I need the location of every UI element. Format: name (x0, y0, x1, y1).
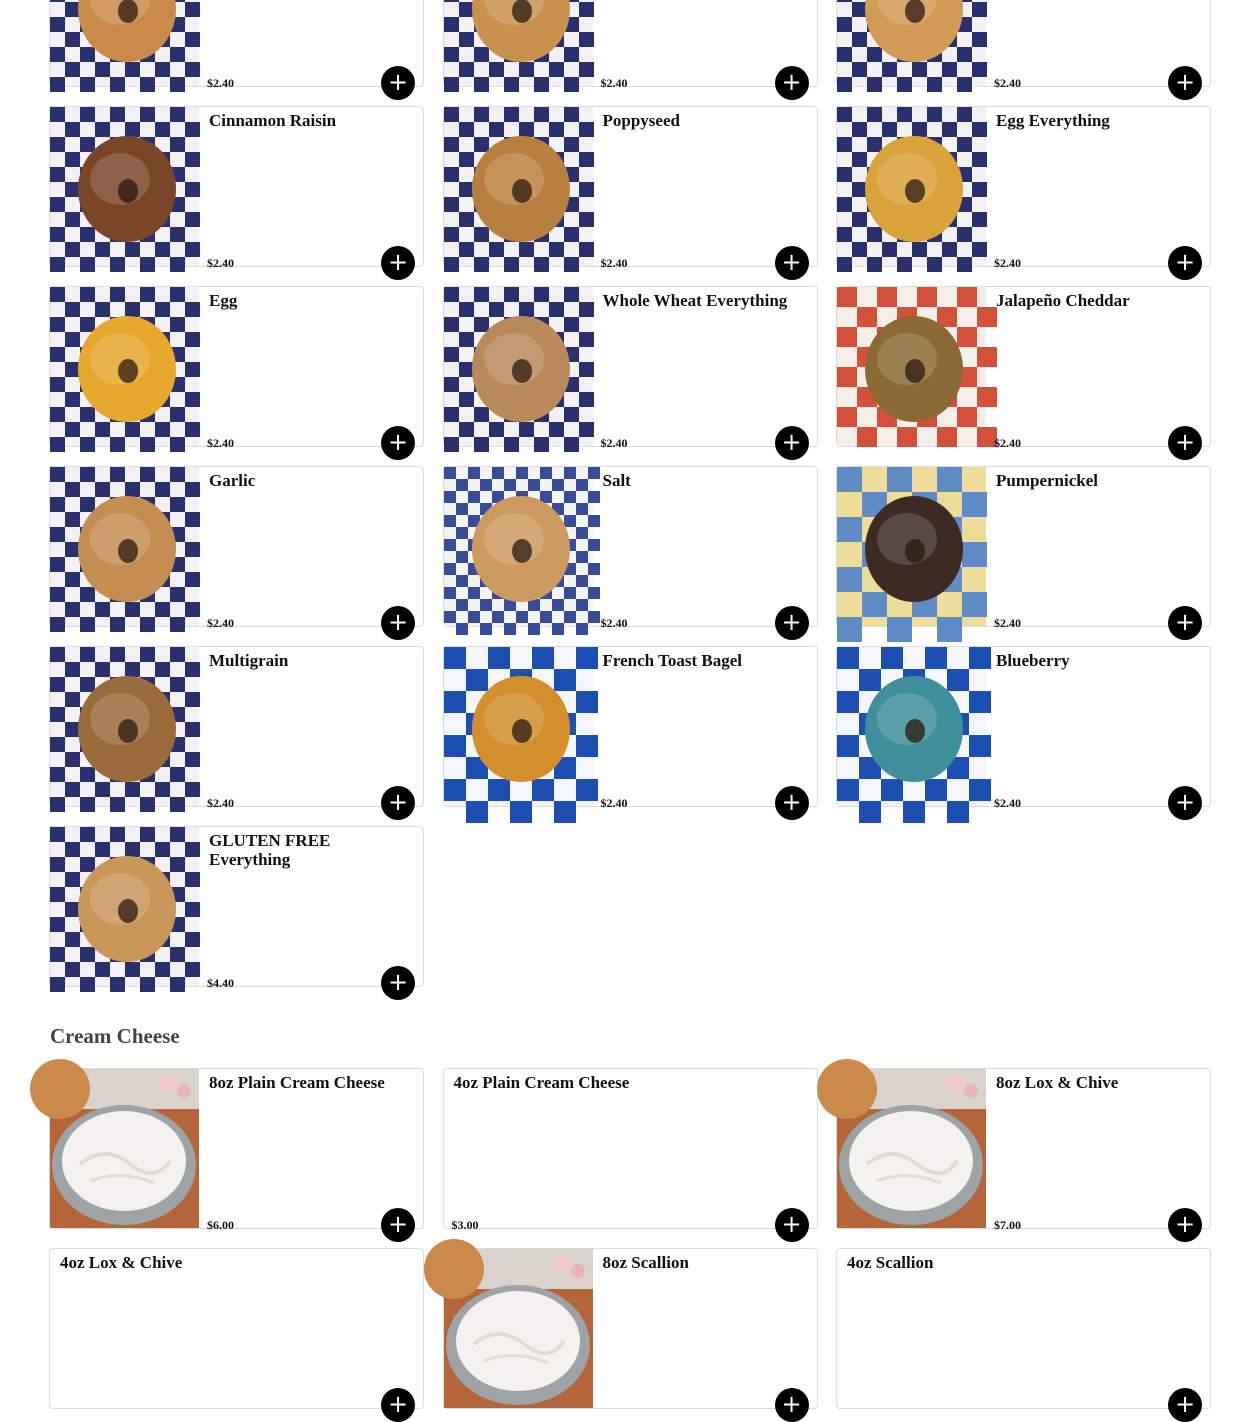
plus-icon: + (781, 248, 802, 276)
menu-item-name: 8oz Scallion (602, 1253, 689, 1272)
plus-icon: + (387, 608, 409, 636)
menu-item-name: Jalapeño Cheddar (996, 291, 1130, 310)
plus-icon: + (781, 428, 802, 456)
bagel-gluten-free-everything-image (50, 827, 199, 986)
menu-item-image (837, 647, 986, 806)
plus-icon: + (387, 1210, 409, 1238)
add-to-cart-button[interactable] (381, 246, 415, 280)
menu-item-name: Garlic (209, 471, 256, 490)
bagel-french-toast-image (444, 647, 593, 806)
menu-item-image (444, 287, 593, 446)
menu-item-card[interactable] (49, 1068, 424, 1238)
menu-item-name: Egg Everything (996, 111, 1110, 130)
menu-item-card[interactable] (49, 1248, 424, 1418)
plus-icon: + (387, 248, 409, 276)
plus-icon: + (387, 68, 409, 96)
menu-item-price: $2.40 (207, 76, 234, 90)
plus-icon: + (781, 68, 802, 96)
add-to-cart-button[interactable] (775, 786, 809, 820)
menu-item-name: Multigrain (209, 651, 289, 670)
plus-icon: + (1174, 1390, 1196, 1418)
menu-item-card[interactable] (836, 0, 1211, 96)
menu-item-name: 4oz Scallion (847, 1253, 934, 1272)
menu-item-image (444, 647, 593, 806)
menu-item-card[interactable] (443, 1248, 818, 1418)
menu-item-image (837, 107, 986, 266)
menu-item-card[interactable] (836, 1248, 1211, 1418)
add-to-cart-button[interactable] (381, 426, 415, 460)
menu-item-name: Pumpernickel (996, 471, 1098, 490)
menu-item-image (50, 467, 199, 626)
menu-item-name: Egg (209, 291, 238, 310)
add-to-cart-button[interactable] (775, 246, 809, 280)
menu-item-card[interactable] (836, 646, 1211, 816)
menu-item-card[interactable] (49, 826, 424, 996)
menu-item-image (50, 1069, 199, 1228)
menu-item-name: Whole Wheat Everything (602, 291, 788, 310)
menu-item-price: $7.00 (994, 1218, 1021, 1232)
menu-item-image (50, 107, 199, 266)
add-to-cart-button[interactable] (1168, 606, 1202, 640)
menu-item-image (837, 467, 986, 626)
bagel-whole-wheat-everything-image (444, 287, 593, 446)
menu-item-name: French Toast Bagel (602, 651, 742, 670)
menu-item-image (444, 0, 593, 86)
bagel-cinnamon-raisin-image (50, 107, 199, 266)
bagel-blueberry-image (837, 647, 986, 806)
menu-item-name: 4oz Lox & Chive (60, 1253, 183, 1272)
bagel-pumpernickel-image (837, 467, 986, 626)
plus-icon: + (1174, 248, 1196, 276)
add-to-cart-button[interactable] (1168, 66, 1202, 100)
menu-item-price: $2.40 (994, 76, 1021, 90)
menu-item-price: $2.40 (600, 436, 628, 450)
add-to-cart-button[interactable] (381, 786, 415, 820)
menu-item-name: Blueberry (996, 651, 1070, 670)
bagel-garlic-image (50, 467, 199, 626)
menu-item-card[interactable] (49, 0, 424, 96)
plus-icon: + (1174, 1210, 1196, 1238)
menu-item-name: 8oz Lox & Chive (996, 1073, 1119, 1092)
cream-cheese-bowl-image (444, 1249, 593, 1408)
menu-item-image (837, 287, 986, 446)
add-to-cart-button[interactable] (775, 1208, 809, 1242)
menu-item-card[interactable] (443, 286, 818, 456)
add-to-cart-button[interactable] (775, 1388, 809, 1422)
menu-item-card[interactable] (836, 106, 1211, 276)
menu-item-image (444, 107, 593, 266)
menu-item-price: $2.40 (994, 616, 1021, 630)
bagel-menu-grid (49, 0, 1211, 996)
menu-item-name: 8oz Plain Cream Cheese (209, 1073, 385, 1092)
menu-item-card[interactable] (836, 286, 1211, 456)
menu-item-price: $4.40 (207, 976, 234, 990)
menu-item-name: Cinnamon Raisin (209, 111, 337, 130)
plus-icon: + (1174, 608, 1196, 636)
menu-item-card[interactable] (443, 106, 818, 276)
menu-item-price: $2.40 (207, 436, 234, 450)
bagel-plain-image (444, 0, 593, 86)
add-to-cart-button[interactable] (381, 606, 415, 640)
cream-cheese-section-heading: Cream Cheese (50, 1024, 180, 1048)
plus-icon: + (387, 1390, 409, 1418)
add-to-cart-button[interactable] (1168, 1388, 1202, 1422)
bagel-sesame-image (837, 0, 986, 86)
plus-icon: + (387, 788, 409, 816)
menu-item-image (837, 1069, 986, 1228)
bagel-multigrain-image (50, 647, 199, 806)
menu-item-card[interactable] (49, 466, 424, 636)
cream-cheese-menu-grid (49, 1068, 1211, 1418)
menu-item-price: $2.40 (600, 256, 628, 270)
plus-icon: + (781, 1210, 802, 1238)
menu-item-price: $2.40 (994, 436, 1021, 450)
menu-item-price: $3.00 (451, 1218, 479, 1232)
menu-item-name: 4oz Plain Cream Cheese (453, 1073, 630, 1092)
add-to-cart-button[interactable] (381, 1208, 415, 1242)
menu-item-image (50, 647, 199, 806)
plus-icon: + (781, 788, 802, 816)
add-to-cart-button[interactable] (1168, 1208, 1202, 1242)
menu-item-name: Salt (602, 471, 631, 490)
menu-item-image (444, 467, 593, 626)
bagel-salt-image (444, 467, 593, 626)
menu-item-price: $2.40 (994, 796, 1021, 810)
menu-item-image (50, 827, 199, 986)
add-to-cart-button[interactable] (381, 66, 415, 100)
menu-item-price: $6.00 (207, 1218, 234, 1232)
menu-item-price: $2.40 (207, 616, 234, 630)
menu-item-name: GLUTEN FREE Everything (209, 831, 331, 869)
plus-icon: + (1174, 68, 1196, 96)
menu-item-card[interactable] (443, 466, 818, 636)
add-to-cart-button[interactable] (1168, 246, 1202, 280)
menu-item-price: $2.40 (600, 616, 628, 630)
menu-item-price: $2.40 (207, 256, 234, 270)
menu-item-card[interactable] (836, 1068, 1211, 1238)
add-to-cart-button[interactable] (1168, 786, 1202, 820)
menu-item-price: $2.40 (600, 796, 628, 810)
bagel-everything-image (50, 0, 199, 86)
plus-icon: + (1174, 428, 1196, 456)
plus-icon: + (781, 608, 802, 636)
add-to-cart-button[interactable] (775, 606, 809, 640)
add-to-cart-button[interactable] (381, 1388, 415, 1422)
menu-item-card[interactable] (49, 286, 424, 456)
menu-item-image (444, 1249, 593, 1408)
menu-item-image (837, 0, 986, 86)
plus-icon: + (1174, 788, 1196, 816)
bagel-egg-everything-image (837, 107, 986, 266)
menu-item-price: $2.40 (600, 76, 628, 90)
menu-item-price: $2.40 (994, 256, 1021, 270)
menu-item-name: Poppyseed (602, 111, 680, 130)
add-to-cart-button[interactable] (381, 966, 415, 1000)
bagel-jalapeno-cheddar-image (837, 287, 986, 446)
bagel-poppyseed-image (444, 107, 593, 266)
plus-icon: + (781, 1390, 802, 1418)
menu-item-card[interactable] (49, 106, 424, 276)
menu-item-price: $2.40 (207, 796, 234, 810)
menu-item-card[interactable] (443, 1068, 818, 1238)
menu-item-card[interactable] (443, 646, 818, 816)
add-to-cart-button[interactable] (1168, 426, 1202, 460)
menu-item-card[interactable] (443, 0, 818, 96)
menu-item-image (50, 287, 199, 446)
add-to-cart-button[interactable] (775, 66, 809, 100)
plus-icon: + (387, 968, 409, 996)
cream-cheese-bowl-image (837, 1069, 986, 1228)
menu-item-card[interactable] (49, 646, 424, 816)
menu-item-card[interactable] (836, 466, 1211, 636)
menu-item-image (50, 0, 199, 86)
plus-icon: + (387, 428, 409, 456)
bagel-egg-image (50, 287, 199, 446)
cream-cheese-bowl-image (50, 1069, 199, 1228)
add-to-cart-button[interactable] (775, 426, 809, 460)
